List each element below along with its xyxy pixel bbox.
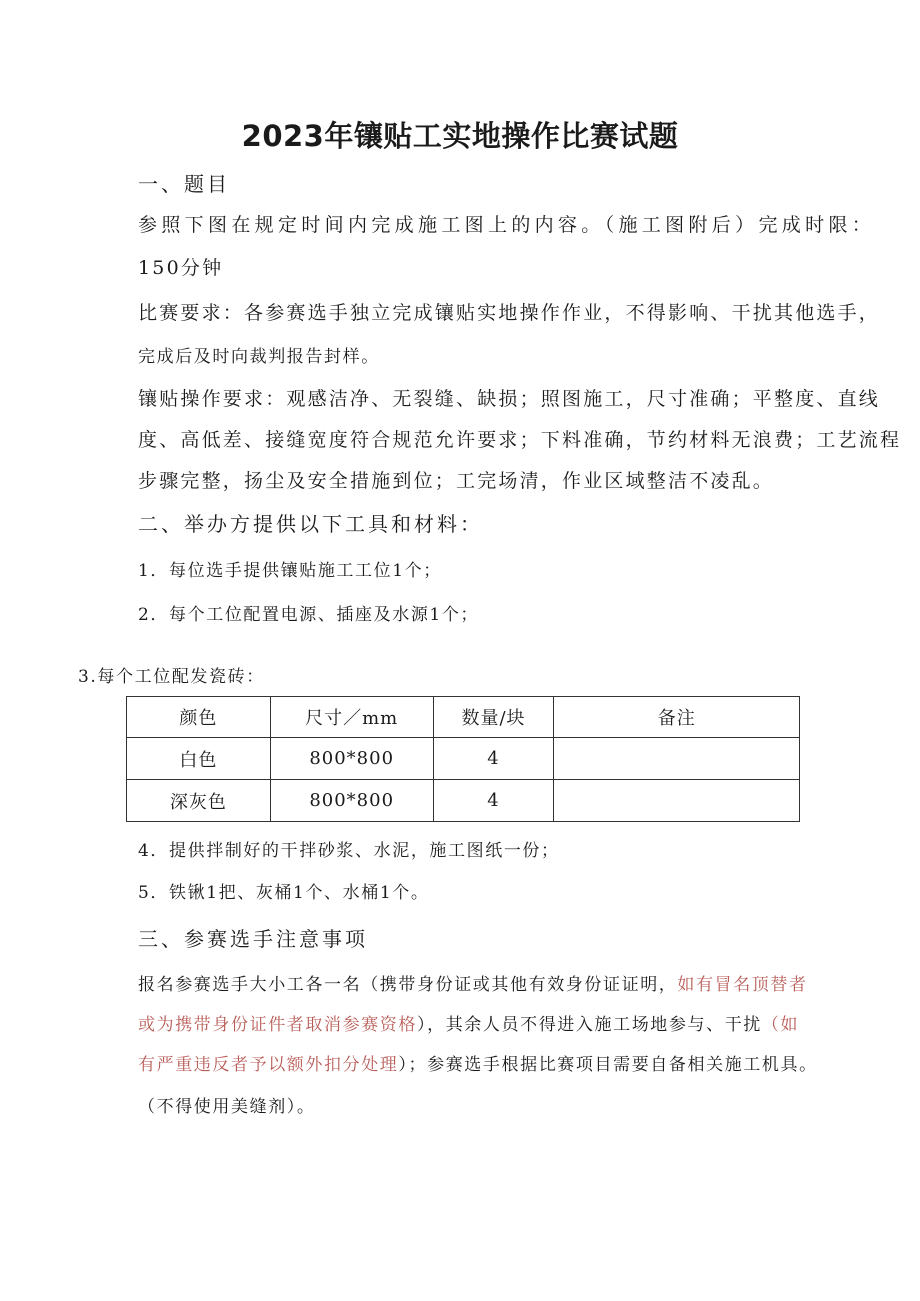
table-row xyxy=(127,738,800,780)
operation-line-2: 度、高低差、接缝宽度符合规范允许要求；下料准确，节约材料无浪费；工艺流程 xyxy=(138,429,902,451)
table-header-row xyxy=(127,697,800,738)
table-cell: 800*800 xyxy=(270,738,433,780)
notice-text: ），其余人员不得进入施工场地参与、干扰 xyxy=(417,1015,762,1035)
notice-line-3 xyxy=(138,1046,818,1085)
notice-highlight: 有严重违反者予以额外扣分处理 xyxy=(138,1055,399,1075)
table-header-cell: 数量/块 xyxy=(433,697,554,738)
operation-line-1: 镶贴操作要求：观感洁净、无裂缝、缺损；照图施工，尺寸准确；平整度、直线 xyxy=(138,388,881,410)
notice-line-1 xyxy=(138,966,808,1005)
section-1-heading: 一、题目 xyxy=(138,172,230,196)
material-item-3: 3.每个工位配发瓷砖： xyxy=(78,667,265,687)
table-cell: 白色 xyxy=(127,738,271,780)
table-cell: 深灰色 xyxy=(127,780,271,822)
table-cell: 800*800 xyxy=(270,780,433,822)
notice-highlight: 或为携带身份证件者取消参赛资格 xyxy=(138,1015,417,1035)
material-item-4: 4．提供拌制好的干拌砂浆、水泥，施工图纸一份； xyxy=(138,841,560,861)
material-item-5: 5．铁锹1把、灰桶1个、水桶1个。 xyxy=(138,883,430,903)
topic-line-1: 参照下图在规定时间内完成施工图上的内容。（施工图附后）完成时限： xyxy=(138,214,873,236)
table-cell: 4 xyxy=(433,738,554,780)
requirement-line-2: 完成后及时向裁判报告封样。 xyxy=(138,347,380,367)
table-header-cell: 尺寸／mm xyxy=(270,697,433,738)
section-2-heading: 二、举办方提供以下工具和材料： xyxy=(138,512,483,536)
requirement-line-1: 比赛要求：各参赛选手独立完成镶贴实地操作作业，不得影响、干扰其他选手， xyxy=(138,302,881,324)
operation-line-3: 步骤完整，扬尘及安全措施到位；工完场清，作业区域整洁不凌乱。 xyxy=(138,470,775,492)
table-cell xyxy=(554,738,800,780)
notice-highlight: （如 xyxy=(761,1015,800,1035)
page-title: 2023年镶贴工实地操作比赛试题 xyxy=(241,119,679,153)
tile-table xyxy=(126,696,800,822)
table-header-cell: 备注 xyxy=(554,697,800,738)
topic-line-2: 150分钟 xyxy=(138,257,224,279)
notice-text: ）；参赛选手根据比赛项目需要自备相关施工机具。 xyxy=(398,1055,818,1075)
table-cell: 4 xyxy=(433,780,554,822)
section-3-heading: 三、参赛选手注意事项 xyxy=(138,927,368,951)
notice-line-2 xyxy=(138,1006,799,1045)
notice-text: 报名参赛选手大小工各一名（携带身份证或其他有效身份证证明， xyxy=(138,975,678,995)
table-cell xyxy=(554,780,800,822)
material-item-2: 2．每个工位配置电源、插座及水源1个； xyxy=(138,605,480,625)
material-item-1: 1．每位选手提供镶贴施工工位1个； xyxy=(138,561,442,581)
table-row xyxy=(127,780,800,822)
notice-highlight: 如有冒名顶替者 xyxy=(677,975,808,995)
table-header-cell: 颜色 xyxy=(127,697,271,738)
notice-line-4: （不得使用美缝剂）。 xyxy=(138,1097,316,1117)
